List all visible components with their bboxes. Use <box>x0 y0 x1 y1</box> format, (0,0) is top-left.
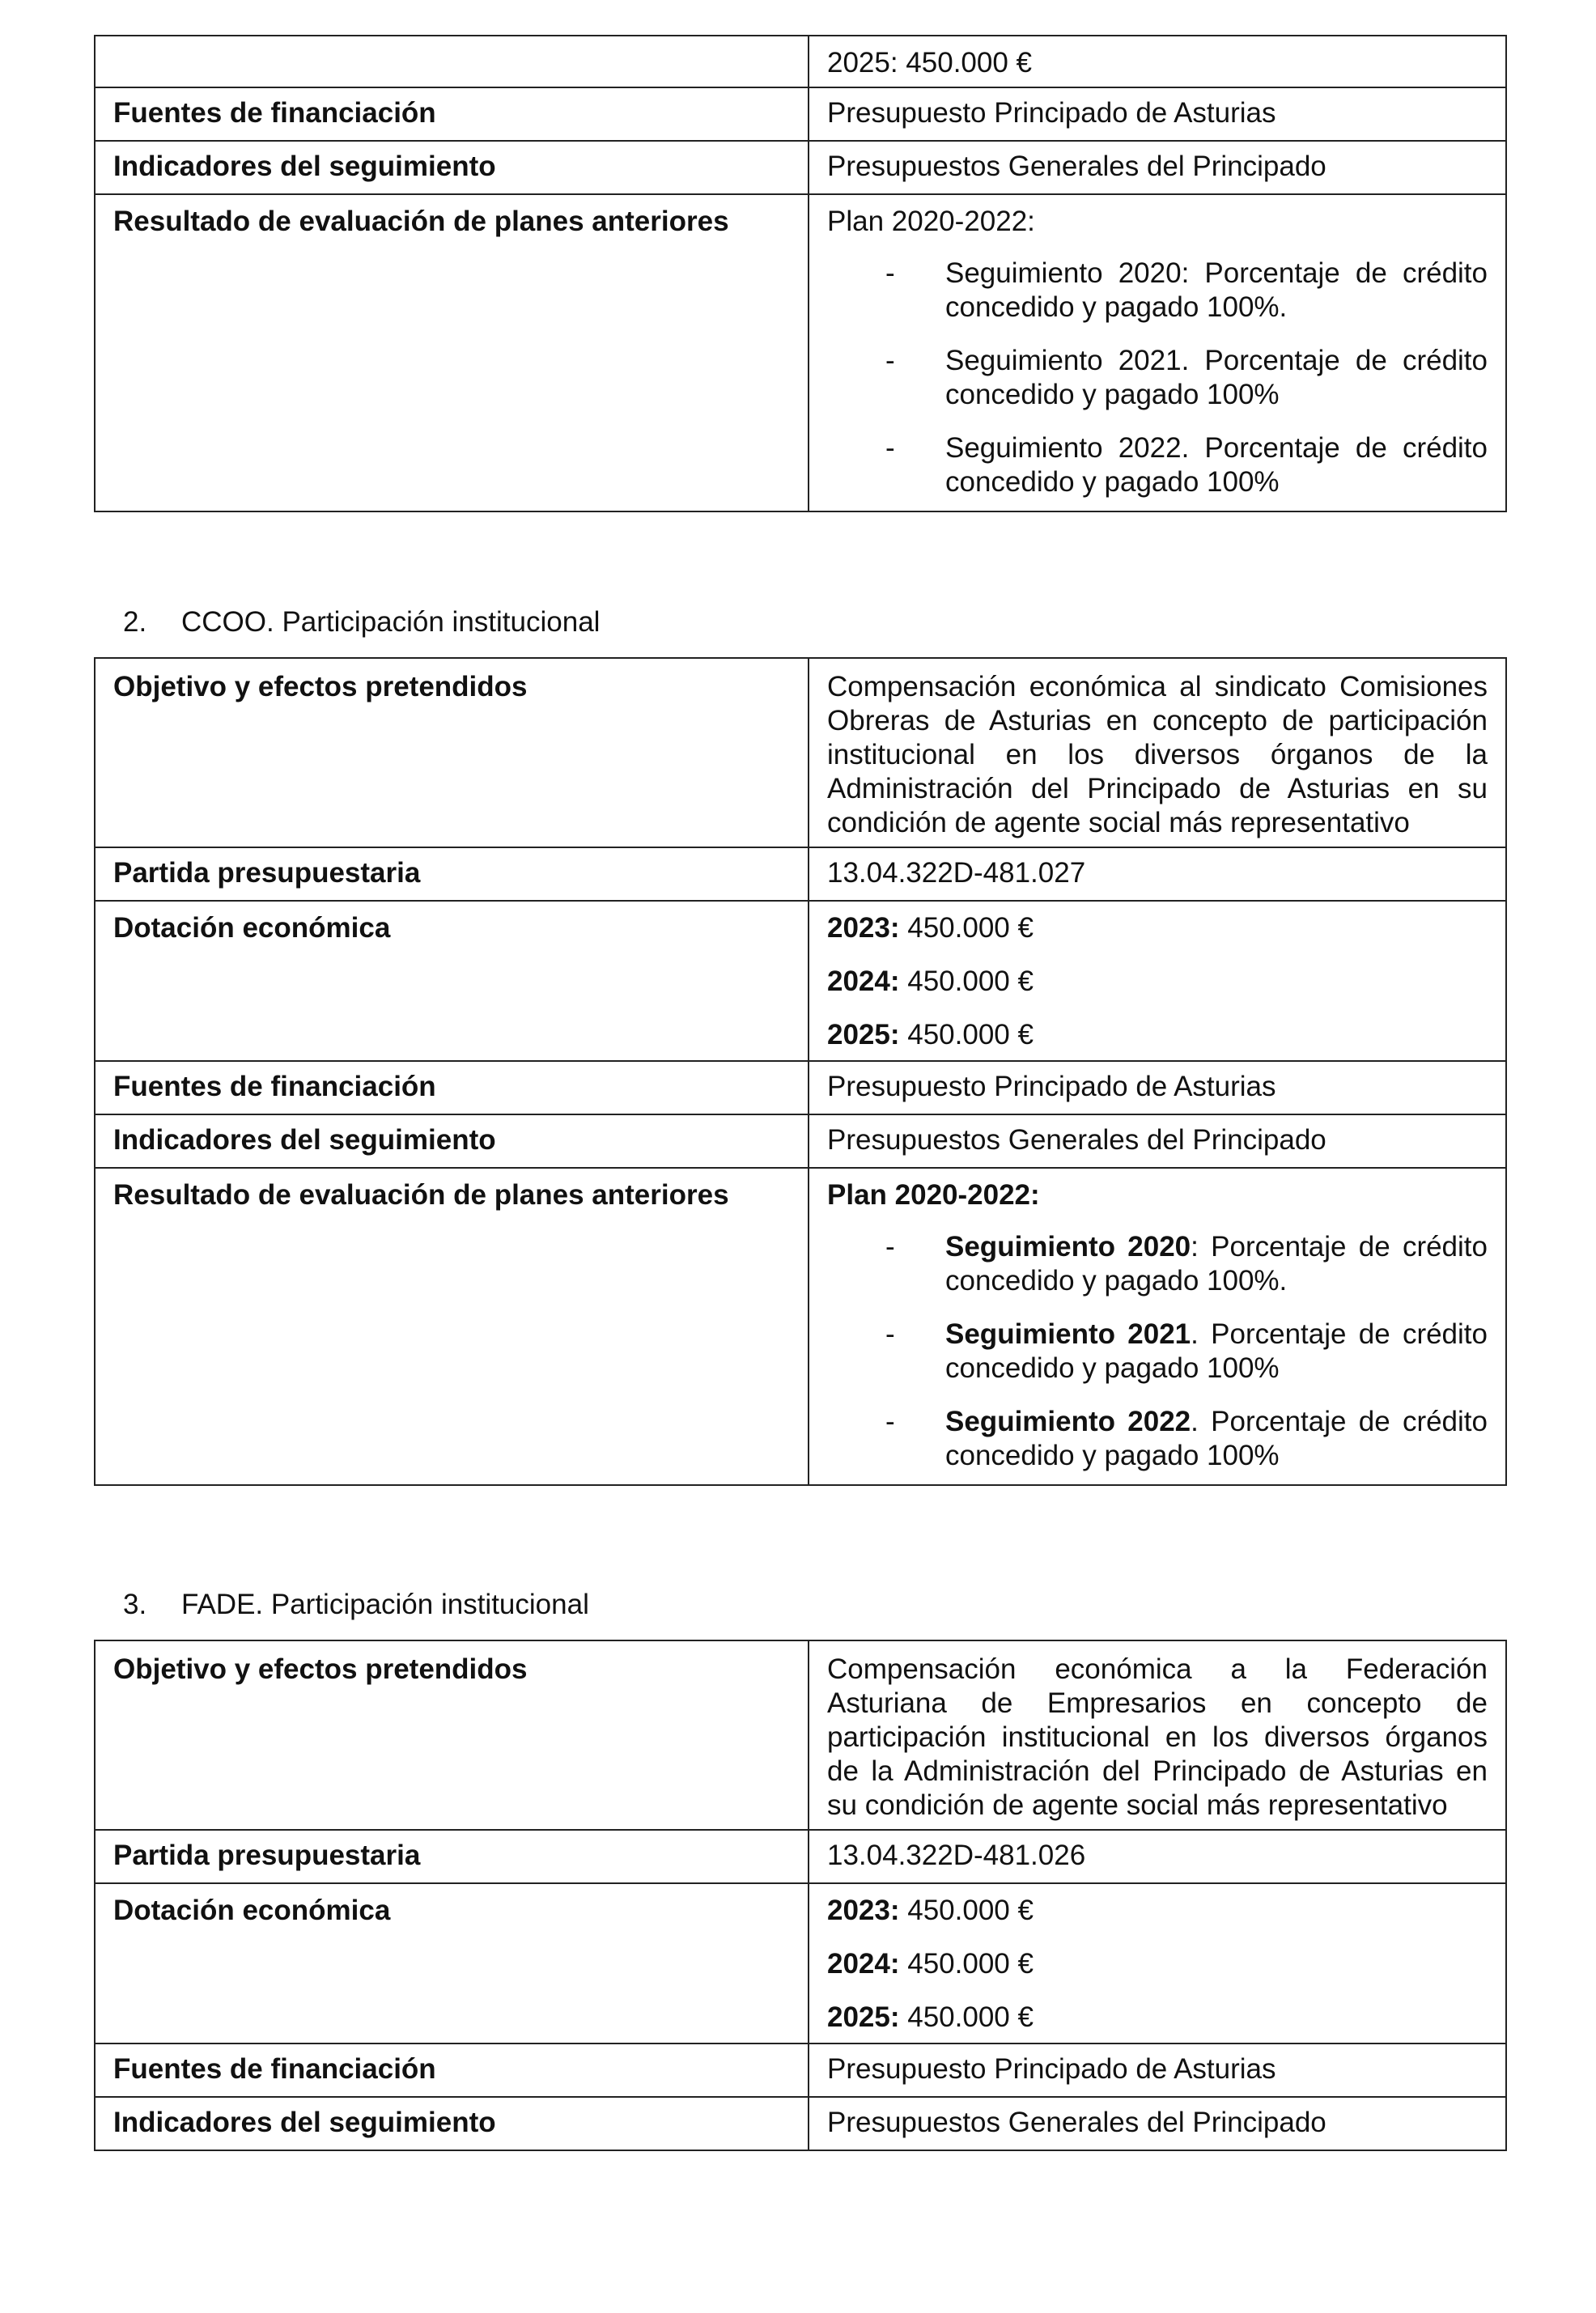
amount-value: 450.000 € <box>899 912 1034 944</box>
partida-value: 13.04.322D-481.027 <box>809 847 1506 901</box>
dash-icon: - <box>885 345 895 376</box>
empty-label-cell <box>95 36 809 87</box>
table-row <box>95 141 1506 194</box>
amount-year: 2023: <box>827 1895 900 1926</box>
list-item <box>827 1405 1488 1473</box>
amount-2025: 2025: 450.000 € <box>827 47 1033 79</box>
resultado-label: Resultado de evaluación de planes anteriores <box>95 194 809 511</box>
resultado-value <box>809 194 1506 511</box>
bullet-text: Seguimiento 2020: Porcentaje de crédito concedido y pagado 100%. <box>945 257 1488 323</box>
fuentes-label: Fuentes de financiación <box>95 87 809 141</box>
evaluation-list <box>827 257 1488 499</box>
objetivo-label: Objetivo y efectos pretendidos <box>95 658 809 847</box>
amount-line <box>827 965 1488 999</box>
table-ccoo <box>94 657 1507 1486</box>
fuentes-value: Presupuesto Principado de Asturias <box>809 1061 1506 1114</box>
table-row <box>95 1114 1506 1168</box>
partida-label: Partida presupuestaria <box>95 1830 809 1883</box>
amount-value: 450.000 € <box>899 966 1034 997</box>
dotacion-label: Dotación económica <box>95 901 809 1061</box>
dash-icon: - <box>885 432 895 464</box>
table-row <box>95 1061 1506 1114</box>
dash-icon: - <box>885 257 895 289</box>
section-3-heading <box>123 1588 589 1622</box>
resultado-label: Resultado de evaluación de planes anteriores <box>95 1168 809 1485</box>
amount-line <box>827 911 1488 945</box>
plan-title-text: Plan 2020-2022: <box>827 1179 1040 1211</box>
table-row <box>95 1640 1506 1830</box>
indicadores-value: Presupuestos Generales del Principado <box>809 1114 1506 1168</box>
amount-year: 2025: <box>827 2001 900 2033</box>
section-number: 3. <box>123 1589 147 1620</box>
dash-icon: - <box>885 1231 895 1263</box>
bullet-text: Seguimiento 2022. Porcentaje de crédito concedido y pagado 100% <box>945 432 1488 498</box>
section-number: 2. <box>123 606 147 638</box>
table-row <box>95 847 1506 901</box>
bullet-bold: Seguimiento 2022 <box>945 1406 1191 1437</box>
amount-year: 2024: <box>827 966 900 997</box>
section-title: CCOO. Participación institucional <box>181 606 601 638</box>
table-row <box>95 658 1506 847</box>
amount-year: 2025: <box>827 1019 900 1050</box>
bullet-text: . Porcentaje de crédito concedido y pagado 100% <box>945 1406 1488 1471</box>
plan-title: Plan 2020-2022: <box>827 206 1035 237</box>
plan-title <box>827 1178 1488 1212</box>
table-row <box>95 2097 1506 2150</box>
table-row <box>95 36 1506 87</box>
list-item <box>827 257 1488 325</box>
amount-line <box>827 1894 1488 1928</box>
amount-year: 2023: <box>827 912 900 944</box>
list-item <box>827 344 1488 412</box>
indicadores-label: Indicadores del seguimiento <box>95 2097 809 2150</box>
indicadores-value: Presupuestos Generales del Principado <box>809 141 1506 194</box>
section-2-heading <box>123 605 600 639</box>
evaluation-list <box>827 1230 1488 1473</box>
amount-line <box>827 1018 1488 1052</box>
fuentes-label: Fuentes de financiación <box>95 2044 809 2097</box>
bullet-text: Seguimiento 2021. Porcentaje de crédito concedido y pagado 100% <box>945 345 1488 410</box>
indicadores-value: Presupuestos Generales del Principado <box>809 2097 1506 2150</box>
list-item <box>827 1318 1488 1386</box>
amount-value: 450.000 € <box>899 1948 1034 1980</box>
indicadores-label: Indicadores del seguimiento <box>95 1114 809 1168</box>
table-continuation <box>94 35 1507 512</box>
bullet-text: : Porcentaje de crédito concedido y pagado 100%. <box>945 1231 1488 1297</box>
amount-value: 450.000 € <box>899 2001 1034 2033</box>
bullet-text: . Porcentaje de crédito concedido y pagado 100% <box>945 1318 1488 1384</box>
objetivo-value: Compensación económica al sindicato Comisiones Obreras de Asturias en concepto de participación institucional en los diversos órganos de la Administración del Principado de Asturias en su condición de agente social más representativo <box>809 658 1506 847</box>
amount-value: 450.000 € <box>899 1019 1034 1050</box>
table-fade <box>94 1640 1507 2151</box>
list-item <box>827 431 1488 499</box>
dash-icon: - <box>885 1406 895 1437</box>
dotacion-value <box>809 901 1506 1061</box>
section-title: FADE. Participación institucional <box>181 1589 589 1620</box>
amount-2025-cell <box>809 36 1506 87</box>
amount-year: 2024: <box>827 1948 900 1980</box>
dotacion-label: Dotación económica <box>95 1883 809 2044</box>
indicadores-label: Indicadores del seguimiento <box>95 141 809 194</box>
list-item <box>827 1230 1488 1298</box>
bullet-bold: Seguimiento 2021 <box>945 1318 1191 1350</box>
amount-line <box>827 2001 1488 2035</box>
table-row <box>95 87 1506 141</box>
dotacion-value <box>809 1883 1506 2044</box>
objetivo-value: Compensación económica a la Federación Asturiana de Empresarios en concepto de participación institucional en los diversos órganos de la Administración del Principado de Asturias en su condición de agente social más representativo <box>809 1640 1506 1830</box>
amount-value: 450.000 € <box>899 1895 1034 1926</box>
fuentes-value: Presupuesto Principado de Asturias <box>809 2044 1506 2097</box>
table-row <box>95 194 1506 511</box>
table-row <box>95 901 1506 1061</box>
amount-line <box>827 1947 1488 1981</box>
partida-value: 13.04.322D-481.026 <box>809 1830 1506 1883</box>
fuentes-value: Presupuesto Principado de Asturias <box>809 87 1506 141</box>
table-row <box>95 1168 1506 1485</box>
table-row <box>95 1830 1506 1883</box>
fuentes-label: Fuentes de financiación <box>95 1061 809 1114</box>
bullet-bold: Seguimiento 2020 <box>945 1231 1191 1263</box>
partida-label: Partida presupuestaria <box>95 847 809 901</box>
table-row <box>95 2044 1506 2097</box>
resultado-value <box>809 1168 1506 1485</box>
dash-icon: - <box>885 1318 895 1350</box>
table-row <box>95 1883 1506 2044</box>
objetivo-label: Objetivo y efectos pretendidos <box>95 1640 809 1830</box>
